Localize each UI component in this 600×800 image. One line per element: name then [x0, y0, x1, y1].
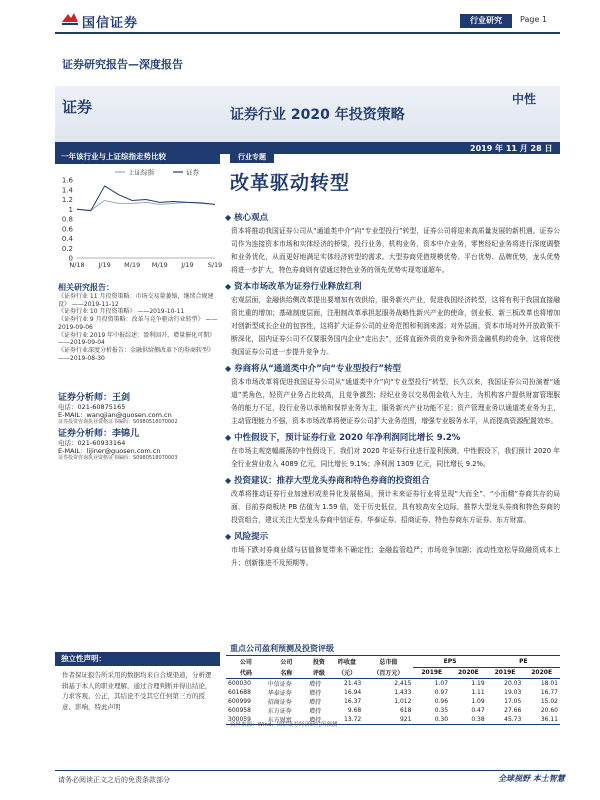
table-cell: 招商证券	[267, 699, 292, 706]
chart-title: 一年该行业与上证综指走势比较	[55, 150, 220, 164]
logo-text: 国信证券	[82, 16, 139, 31]
col-header: 2020E	[523, 667, 560, 679]
bullet-icon: ◆	[225, 475, 232, 485]
analyst-block-2	[58, 426, 223, 462]
col-header: 2019E	[413, 667, 450, 679]
section	[225, 431, 560, 471]
section-heading: ◆ 券商将从“通道类中介”向“专业型投行”转型	[225, 363, 402, 374]
table-cell: 增持	[309, 690, 322, 697]
col-header: （元）	[331, 667, 364, 679]
legend-label: 证券	[186, 168, 199, 177]
y-tick-label: 0.2	[61, 244, 73, 253]
table-header-row	[226, 656, 560, 668]
col-header: （百万元）	[363, 667, 413, 679]
table-cell: 16.37	[344, 698, 362, 705]
section-body: 在市场主观宽幅震荡的中性假设下，我们对 2020 年证券行业进行盈利预测，中性假设下，我们预计 2020 年全行业营业收入 4089 亿元，同比增长 9.1%；净利润 1309 亿元，同比增长 9.2%。	[231, 447, 560, 468]
industry-rating: 中性	[512, 92, 537, 106]
analyst-email[interactable]: E-MAIL：wangjian@guosen.com.cn	[58, 411, 172, 419]
table-cell: 618	[399, 707, 412, 714]
table-cell: 300059	[226, 715, 266, 725]
bullet-icon: ◆	[225, 281, 232, 291]
table-cell: 21.43	[344, 680, 362, 687]
col-header: 公司	[226, 656, 266, 668]
section-body: 市场下跌对券商业绩与估值修复带来不确定性；金融监管趋严；市场竞争加剧；流动性宽松导致融资成本上升；创新推进不及预期等。	[231, 546, 560, 567]
table-cell: 600999	[228, 698, 251, 705]
section-heading: ◆ 投资建议：推荐大型龙头券商和特色券商的投资组合	[225, 475, 430, 486]
related-report-item[interactable]: 《证券行业 2019 年中报综述：盈利回升，增量催化可期》 ——2019-09-04	[58, 331, 216, 347]
col-header: 名称	[266, 667, 307, 679]
x-tick-label: M/19	[151, 261, 168, 269]
section-heading: ◆ 核心观点	[225, 212, 269, 223]
table-cell: 45.73	[487, 715, 524, 725]
table-cell: 0.35	[434, 707, 449, 714]
y-tick-label: 1	[68, 205, 73, 214]
table-cell: 600958	[228, 707, 251, 714]
table-cell: 20.03	[504, 680, 522, 687]
table-title: 重点公司盈利预测及投资评级	[230, 644, 334, 653]
related-reports-list	[58, 293, 218, 362]
x-tick-label: M/19	[124, 261, 141, 269]
y-tick-label: 1.2	[61, 196, 73, 204]
bullet-icon: ◆	[225, 363, 232, 373]
analyst-name: 证券分析师：李锦儿	[58, 429, 140, 439]
section-body: 改革将推动证券行业加速形成差异化发展格局，预计未来证券行业将呈现“大而全”、“小而精”券商共存的局面，目前券商板块 PB 估值为 1.59 倍，处于历史低位，具有较高安全边际，推荐大型龙头券商和特色券商的投资组合，建议关注大型龙头券商中信证券、华泰证券、招商证券、特色券商东方证券、东方财富。	[231, 490, 560, 524]
table-source: 资料来源：Wind、国信证券经济研究所预测	[230, 722, 338, 728]
analyst-phone: 电话：021-60875165	[58, 403, 126, 411]
section-heading: ◆ 风险提示	[225, 531, 269, 542]
col-header: 投资	[307, 656, 331, 668]
legend-label: 上证综指	[128, 168, 154, 177]
header-divider	[55, 32, 560, 34]
section-body: 资本将推动我国证券公司从“通道类中介”向“专业型投行”转型，证券公司将迎来高质量发展的新机遇。证券公司作为连接资本市场和实体经济的桥梁，投行业务，机构业务，资本中介业务，零售经纪业务将进行深度调整和业务优化，从而更好地满足实体经济转型的需求。大型券商凭借规模优势、平台优势、品牌优势，龙头优势将进一步扩大，特色券商则有望通过特色业务的领先优势实现弯道超车。	[231, 227, 560, 274]
table-header-row	[226, 667, 560, 679]
topic-tag: 行业专题	[230, 151, 274, 163]
table-cell: 0.96	[434, 698, 449, 705]
page-title: 证券行业 2020 年投资策略	[230, 107, 405, 123]
industry-label: 证券	[62, 98, 93, 116]
section	[225, 280, 560, 359]
table-row	[226, 679, 560, 689]
y-tick-label: 0.8	[61, 215, 73, 224]
report-type: 证券研究报告—深度报告	[62, 58, 183, 71]
footer-divider	[55, 770, 560, 771]
table-cell: 1.19	[471, 680, 485, 687]
col-header: 昨收盘	[331, 656, 364, 668]
table-cell: 15.02	[540, 698, 558, 705]
related-report-item[interactable]: 《证券行业 10 月投资策略》 ——2019-10-11	[58, 308, 185, 316]
table-cell: 0.47	[471, 707, 485, 714]
y-tick-label: 1.6	[61, 176, 73, 185]
col-header: 总市值	[363, 656, 413, 668]
table-cell: 0.38	[450, 715, 487, 725]
y-tick-label: 0	[68, 254, 73, 263]
col-header: 2020E	[450, 667, 487, 679]
table-cell: 增持	[309, 699, 322, 706]
disclaimer-title: 独立性声明：	[55, 652, 220, 666]
section-heading: ◆ 中性假设下，预计证券行业 2020 年净利润同比增长 9.2%	[225, 432, 461, 443]
table-cell: 600030	[228, 680, 251, 687]
rating-table	[226, 655, 560, 725]
col-header: 代码	[226, 667, 266, 679]
col-header: EPS	[413, 656, 486, 668]
related-reports-title: 相关研究报告：	[58, 283, 114, 292]
table-cell: 东方财富	[266, 715, 307, 725]
section-body: 资本市场改革将促进我国证券公司从“通道类中介”向“专业型投行”转型，长久以来，我国证券公司扮演着“通道”类角色，轻资产业务占比较高，且竞争激烈；经纪业务以交易佣金收入为主，为机构客户提供财富管理服务的能力不足，投行业务以承销和保荐业务为主，服务新兴产业功能不足；资产管理业务以通道类业务为主，主动管理能力不强，资本市场改革将使证券公司扩大业务范围，增强专业服务水平，从而提高资源配置效率。	[231, 378, 560, 425]
table-cell: 27.66	[504, 707, 522, 714]
logo	[62, 10, 162, 30]
col-header: PE	[487, 656, 560, 668]
section-body: 宏观层面，金融供给侧改革提出要增加有效供给，服务新兴产业，促进我国经济转型，这将有利于我国直接融资比重的增加；基础制度层面，注册制改革承担起服务战略性新兴产业的使命，创业板、新三板改革也将增加对创新型成长企业的包容性，这将扩大证券公司的业务范围和利润来源；对外层面，资本市场对外开放政策不断深化，国内证券公司不仅要服务国内企业“走出去”，还将直面外资的竞争和外资金融机构的竞争，这将促使我国证券公司进一步提升竞争力。	[231, 296, 560, 356]
table-row	[226, 706, 560, 715]
col-header: 公司	[266, 656, 307, 668]
footer-disclaimer: 请务必阅读正文之后的免责条款部分	[58, 776, 170, 784]
table-cell: 20.60	[540, 707, 558, 714]
table-cell: 601688	[228, 689, 251, 696]
report-date: 2019 年 11 月 28 日	[470, 144, 553, 153]
footer-slogan: 全球视野 本土智慧	[498, 774, 565, 783]
table-cell: 9.68	[347, 707, 362, 714]
section	[225, 362, 560, 428]
disclaimer-text: 作者保证报告所采用的数据均来自合规渠道，分析逻辑基于本人的职业理解，通过合理判断并得出结论，力求客观、公正，其结论不受其它任何第三方的授意、影响，特此声明	[62, 671, 212, 711]
table-cell: 0.30	[413, 715, 450, 725]
table-cell: 16.77	[540, 689, 558, 696]
bullet-icon: ◆	[225, 531, 232, 541]
analyst-name: 证券分析师：王剑	[58, 393, 131, 403]
page-number: Page 1	[520, 15, 547, 24]
logo-mark-icon	[62, 12, 78, 26]
section	[225, 211, 560, 277]
table-cell: 增持	[307, 715, 331, 725]
table-cell: 13.72	[331, 715, 364, 725]
x-tick-label: S/19	[207, 261, 223, 269]
analyst-phone: 电话：021-60933164	[58, 439, 126, 447]
y-tick-label: 1.4	[61, 186, 73, 195]
table-cell: 1.07	[434, 680, 449, 687]
analyst-cert: 证券投资咨询执业资格证书编码：S0980518070002	[58, 419, 178, 425]
table-cell: 1,433	[394, 689, 412, 696]
analyst-block-1	[58, 390, 223, 426]
report-body	[225, 208, 560, 570]
index-comparison-chart	[55, 166, 225, 276]
table-cell: 增持	[309, 681, 322, 688]
analyst-cert: 证券投资咨询执业资格证书编码：S0980518070003	[58, 455, 178, 461]
table-cell: 2,415	[394, 680, 412, 687]
x-tick-label: J/19	[98, 261, 111, 269]
table-cell: 19.03	[504, 689, 522, 696]
table-row	[226, 688, 560, 697]
col-header: 评级	[307, 667, 331, 679]
table-cell: 18.01	[540, 680, 558, 687]
report-subtitle: 改革驱动转型	[230, 172, 351, 194]
table-cell: 16.94	[344, 689, 362, 696]
related-report-item[interactable]: 《证券行业 9 月投资策略：改革与竞争驱动行业转型》 ——2019-09-06	[58, 316, 218, 331]
table-row	[226, 697, 560, 706]
related-report-item[interactable]: 《证券行业 11 月投资策略：市场交易量萎缩，继续合规建设》 ——2019-11-12	[58, 293, 214, 308]
table-cell: 0.97	[434, 689, 449, 696]
table-cell: 1.09	[471, 698, 485, 705]
y-tick-label: 0.4	[61, 235, 73, 243]
table-cell: 17.05	[504, 698, 522, 705]
report-category-tag: 行业研究	[460, 14, 512, 28]
section-heading: ◆ 资本市场改革为证券行业释放红利	[225, 281, 362, 292]
section	[225, 530, 560, 570]
col-header: 2019E	[487, 667, 524, 679]
series-line	[77, 201, 215, 211]
table-cell: 增持	[309, 708, 322, 715]
table-cell: 东方证券	[267, 708, 292, 715]
table-cell: 1,012	[394, 698, 412, 705]
table-cell: 华泰证券	[267, 690, 292, 697]
bullet-icon: ◆	[225, 212, 232, 222]
bullet-icon: ◆	[225, 432, 232, 442]
related-report-item[interactable]: 《证券行业深度分析报告：金融供给侧改革下的券商转型》 ——2019-08-30	[58, 346, 215, 362]
table-cell: 中信证券	[267, 681, 292, 688]
analyst-email[interactable]: E-MAIL：lijiner@guosen.com.cn	[58, 447, 161, 455]
y-tick-label: 0.6	[61, 225, 73, 234]
series-line	[77, 186, 215, 211]
x-tick-label: J/19	[181, 261, 194, 269]
section	[225, 474, 560, 527]
table-cell: 1.11	[471, 689, 485, 696]
table-cell: 921	[363, 715, 413, 725]
table-cell: 36.11	[523, 715, 560, 725]
x-tick-label: N/18	[69, 261, 85, 269]
